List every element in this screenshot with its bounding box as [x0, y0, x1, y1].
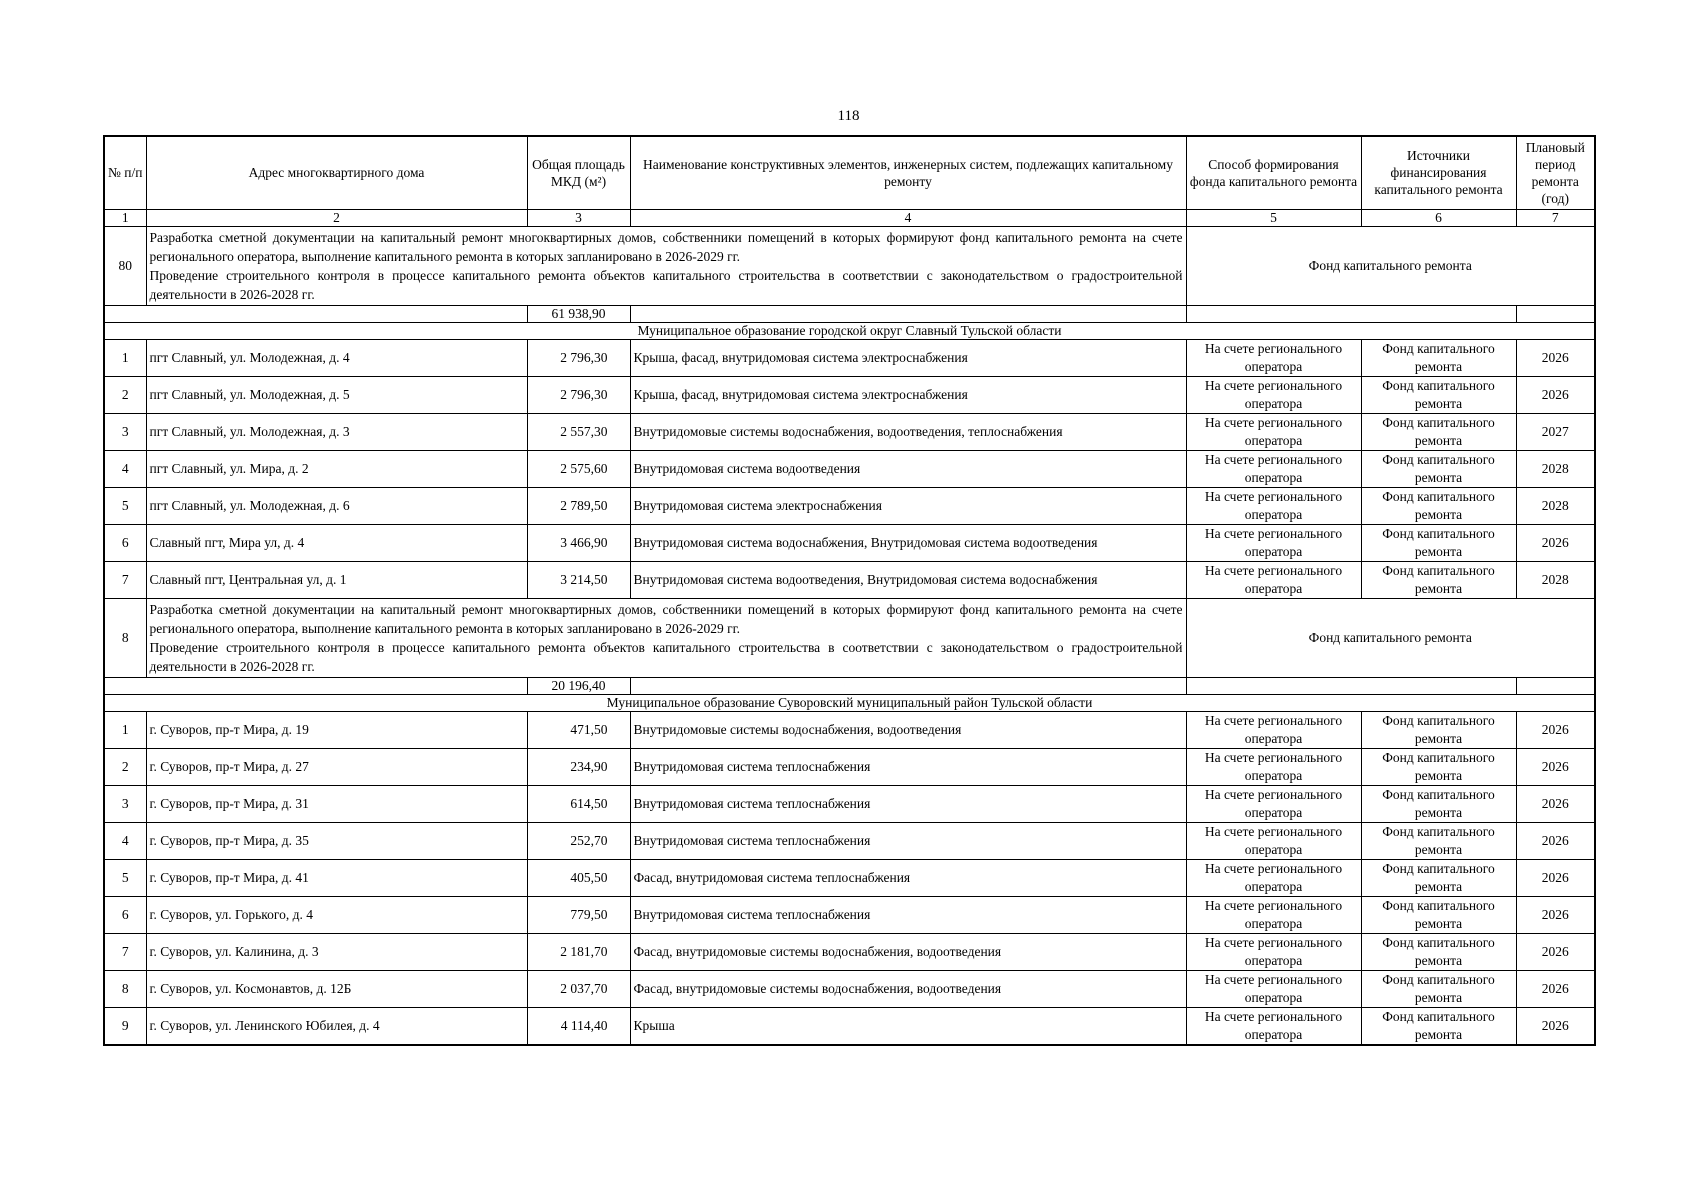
method-cell: На счете регионального оператора	[1186, 524, 1361, 561]
column-number: 7	[1516, 209, 1595, 226]
row-num: 3	[104, 785, 146, 822]
row-num: 5	[104, 859, 146, 896]
elements-cell: Фасад, внутридомовые системы водоснабжения, водоотведения	[630, 933, 1186, 970]
method-cell: На счете регионального оператора	[1186, 561, 1361, 598]
row-num: 2	[104, 376, 146, 413]
area-cell: 2 181,70	[527, 933, 630, 970]
special-text-1: Разработка сметной документации на капитальный ремонт многоквартирных домов, собственники помещений в которых формируют фонд капитального ремонта на счете регионального оператора, выполнение капитального ремонта в которых запланировано в 2026-2029 гг.	[149, 229, 1183, 264]
empty-cell	[1186, 305, 1516, 322]
column-number: 4	[630, 209, 1186, 226]
source-cell: Фонд капитального ремонта	[1361, 896, 1516, 933]
area-cell: 252,70	[527, 822, 630, 859]
year-cell: 2028	[1516, 450, 1595, 487]
address-cell: пгт Славный, ул. Молодежная, д. 4	[146, 339, 527, 376]
municipality-row	[104, 694, 1595, 711]
row-num: 9	[104, 1007, 146, 1045]
elements-cell: Крыша	[630, 1007, 1186, 1045]
column-number: 3	[527, 209, 630, 226]
source-cell: Фонд капитального ремонта	[1361, 1007, 1516, 1045]
area-cell: 2 796,30	[527, 376, 630, 413]
row-num: 7	[104, 933, 146, 970]
year-cell: 2026	[1516, 785, 1595, 822]
row-num: 2	[104, 748, 146, 785]
row-num: 6	[104, 524, 146, 561]
table-row	[104, 933, 1595, 970]
method-cell: На счете регионального оператора	[1186, 487, 1361, 524]
source-cell: Фонд капитального ремонта	[1361, 450, 1516, 487]
address-cell: г. Суворов, пр-т Мира, д. 41	[146, 859, 527, 896]
empty-cell	[630, 305, 1186, 322]
column-number: 5	[1186, 209, 1361, 226]
area-cell: 2 789,50	[527, 487, 630, 524]
empty-cell	[1186, 677, 1516, 694]
special-row	[104, 598, 1595, 677]
header-period: Плановый период ремонта (год)	[1516, 136, 1595, 209]
empty-cell	[1516, 677, 1595, 694]
capital-repair-table	[103, 135, 1596, 1046]
elements-cell: Внутридомовая система теплоснабжения	[630, 748, 1186, 785]
source-cell: Фонд капитального ремонта	[1361, 487, 1516, 524]
special-text-1: Разработка сметной документации на капитальный ремонт многоквартирных домов, собственники помещений в которых формируют фонд капитального ремонта на счете регионального оператора, выполнение капитального ремонта в которых запланировано в 2026-2029 гг.	[149, 601, 1183, 636]
address-cell: пгт Славный, ул. Молодежная, д. 5	[146, 376, 527, 413]
table-row	[104, 859, 1595, 896]
source-cell: Фонд капитального ремонта	[1361, 748, 1516, 785]
row-num: 8	[104, 598, 146, 677]
source-cell: Фонд капитального ремонта	[1361, 711, 1516, 748]
area-cell: 2 557,30	[527, 413, 630, 450]
source-cell: Фонд капитального ремонта	[1361, 561, 1516, 598]
address-cell: г. Суворов, ул. Горького, д. 4	[146, 896, 527, 933]
total-area: 20 196,40	[527, 677, 630, 694]
source-cell: Фонд капитального ремонта	[1361, 933, 1516, 970]
table-row	[104, 376, 1595, 413]
row-num: 6	[104, 896, 146, 933]
year-cell: 2026	[1516, 748, 1595, 785]
elements-cell: Крыша, фасад, внутридомовая система электроснабжения	[630, 339, 1186, 376]
total-row	[104, 305, 1595, 322]
page-number: 118	[837, 108, 860, 124]
method-cell: На счете регионального оператора	[1186, 859, 1361, 896]
special-text-2: Проведение строительного контроля в процессе капитального ремонта объектов капитального строительства в соответствии с законодательством о градостроительной деятельности в 2026-2028 гг.	[149, 639, 1183, 674]
area-cell: 2 575,60	[527, 450, 630, 487]
table-row	[104, 524, 1595, 561]
method-cell: На счете регионального оператора	[1186, 822, 1361, 859]
total-area: 61 938,90	[527, 305, 630, 322]
year-cell: 2026	[1516, 896, 1595, 933]
special-row	[104, 226, 1595, 305]
row-num: 3	[104, 413, 146, 450]
empty-cell	[630, 677, 1186, 694]
column-number: 6	[1361, 209, 1516, 226]
year-cell: 2026	[1516, 859, 1595, 896]
table-row	[104, 487, 1595, 524]
source-cell: Фонд капитального ремонта	[1361, 970, 1516, 1007]
total-label-cell	[104, 305, 527, 322]
row-num: 7	[104, 561, 146, 598]
area-cell: 405,50	[527, 859, 630, 896]
table-row	[104, 1007, 1595, 1045]
year-cell: 2026	[1516, 711, 1595, 748]
table-row	[104, 785, 1595, 822]
total-row	[104, 677, 1595, 694]
address-cell: г. Суворов, пр-т Мира, д. 19	[146, 711, 527, 748]
year-cell: 2026	[1516, 1007, 1595, 1045]
special-description	[146, 226, 1186, 305]
table-row	[104, 748, 1595, 785]
header-address: Адрес многоквартирного дома	[146, 136, 527, 209]
elements-cell: Внутридомовая система водоотведения	[630, 450, 1186, 487]
elements-cell: Внутридомовая система водоотведения, Внутридомовая система водоснабжения	[630, 561, 1186, 598]
year-cell: 2026	[1516, 822, 1595, 859]
elements-cell: Фасад, внутридомовые системы водоснабжения, водоотведения	[630, 970, 1186, 1007]
table-row	[104, 450, 1595, 487]
elements-cell: Внутридомовая система водоснабжения, Внутридомовая система водоотведения	[630, 524, 1186, 561]
elements-cell: Внутридомовая система теплоснабжения	[630, 822, 1186, 859]
source-cell: Фонд капитального ремонта	[1361, 376, 1516, 413]
table-row	[104, 711, 1595, 748]
row-num: 8	[104, 970, 146, 1007]
method-cell: На счете регионального оператора	[1186, 450, 1361, 487]
special-source: Фонд капитального ремонта	[1186, 226, 1595, 305]
header-source: Источники финансирования капитального ремонта	[1361, 136, 1516, 209]
source-cell: Фонд капитального ремонта	[1361, 524, 1516, 561]
year-cell: 2026	[1516, 524, 1595, 561]
row-num: 1	[104, 339, 146, 376]
municipality-row	[104, 322, 1595, 339]
year-cell: 2028	[1516, 487, 1595, 524]
header-elements: Наименование конструктивных элементов, инженерных систем, подлежащих капитальному ремонту	[630, 136, 1186, 209]
address-cell: Славный пгт, Мира ул, д. 4	[146, 524, 527, 561]
total-label-cell	[104, 677, 527, 694]
address-cell: г. Суворов, пр-т Мира, д. 35	[146, 822, 527, 859]
elements-cell: Крыша, фасад, внутридомовая система электроснабжения	[630, 376, 1186, 413]
area-cell: 614,50	[527, 785, 630, 822]
elements-cell: Внутридомовая система теплоснабжения	[630, 896, 1186, 933]
method-cell: На счете регионального оператора	[1186, 785, 1361, 822]
method-cell: На счете регионального оператора	[1186, 413, 1361, 450]
table-row	[104, 561, 1595, 598]
area-cell: 234,90	[527, 748, 630, 785]
header-num: № п/п	[104, 136, 146, 209]
table-row	[104, 896, 1595, 933]
special-text-2: Проведение строительного контроля в процессе капитального ремонта объектов капитального строительства в соответствии с законодательством о градостроительной деятельности в 2026-2028 гг.	[149, 267, 1183, 302]
year-cell: 2026	[1516, 933, 1595, 970]
row-num: 5	[104, 487, 146, 524]
source-cell: Фонд капитального ремонта	[1361, 413, 1516, 450]
column-number: 1	[104, 209, 146, 226]
area-cell: 779,50	[527, 896, 630, 933]
method-cell: На счете регионального оператора	[1186, 339, 1361, 376]
source-cell: Фонд капитального ремонта	[1361, 339, 1516, 376]
area-cell: 3 214,50	[527, 561, 630, 598]
row-num: 1	[104, 711, 146, 748]
header-area: Общая площадь МКД (м²)	[527, 136, 630, 209]
table-header-row	[104, 136, 1595, 209]
elements-cell: Внутридомовые системы водоснабжения, водоотведения	[630, 711, 1186, 748]
year-cell: 2026	[1516, 376, 1595, 413]
table-row	[104, 339, 1595, 376]
method-cell: На счете регионального оператора	[1186, 376, 1361, 413]
year-cell: 2028	[1516, 561, 1595, 598]
column-number-row	[104, 209, 1595, 226]
elements-cell: Внутридомовые системы водоснабжения, водоотведения, теплоснабжения	[630, 413, 1186, 450]
table-row	[104, 822, 1595, 859]
address-cell: г. Суворов, ул. Ленинского Юбилея, д. 4	[146, 1007, 527, 1045]
table-row	[104, 970, 1595, 1007]
address-cell: г. Суворов, пр-т Мира, д. 27	[146, 748, 527, 785]
source-cell: Фонд капитального ремонта	[1361, 859, 1516, 896]
source-cell: Фонд капитального ремонта	[1361, 785, 1516, 822]
area-cell: 4 114,40	[527, 1007, 630, 1045]
area-cell: 471,50	[527, 711, 630, 748]
address-cell: пгт Славный, ул. Молодежная, д. 3	[146, 413, 527, 450]
header-method: Способ формирования фонда капитального ремонта	[1186, 136, 1361, 209]
table-row	[104, 413, 1595, 450]
method-cell: На счете регионального оператора	[1186, 748, 1361, 785]
method-cell: На счете регионального оператора	[1186, 1007, 1361, 1045]
row-num: 4	[104, 822, 146, 859]
special-description	[146, 598, 1186, 677]
address-cell: пгт Славный, ул. Мира, д. 2	[146, 450, 527, 487]
address-cell: г. Суворов, ул. Космонавтов, д. 12Б	[146, 970, 527, 1007]
address-cell: Славный пгт, Центральная ул, д. 1	[146, 561, 527, 598]
row-num: 4	[104, 450, 146, 487]
row-num: 80	[104, 226, 146, 305]
year-cell: 2026	[1516, 970, 1595, 1007]
method-cell: На счете регионального оператора	[1186, 896, 1361, 933]
municipality-title: Муниципальное образование Суворовский муниципальный район Тульской области	[104, 694, 1595, 711]
empty-cell	[1516, 305, 1595, 322]
address-cell: г. Суворов, ул. Калинина, д. 3	[146, 933, 527, 970]
year-cell: 2027	[1516, 413, 1595, 450]
area-cell: 3 466,90	[527, 524, 630, 561]
area-cell: 2 037,70	[527, 970, 630, 1007]
column-number: 2	[146, 209, 527, 226]
year-cell: 2026	[1516, 339, 1595, 376]
address-cell: г. Суворов, пр-т Мира, д. 31	[146, 785, 527, 822]
elements-cell: Фасад, внутридомовая система теплоснабжения	[630, 859, 1186, 896]
municipality-title: Муниципальное образование городской округ Славный Тульской области	[104, 322, 1595, 339]
source-cell: Фонд капитального ремонта	[1361, 822, 1516, 859]
method-cell: На счете регионального оператора	[1186, 933, 1361, 970]
method-cell: На счете регионального оператора	[1186, 970, 1361, 1007]
elements-cell: Внутридомовая система теплоснабжения	[630, 785, 1186, 822]
area-cell: 2 796,30	[527, 339, 630, 376]
special-source: Фонд капитального ремонта	[1186, 598, 1595, 677]
elements-cell: Внутридомовая система электроснабжения	[630, 487, 1186, 524]
address-cell: пгт Славный, ул. Молодежная, д. 6	[146, 487, 527, 524]
method-cell: На счете регионального оператора	[1186, 711, 1361, 748]
